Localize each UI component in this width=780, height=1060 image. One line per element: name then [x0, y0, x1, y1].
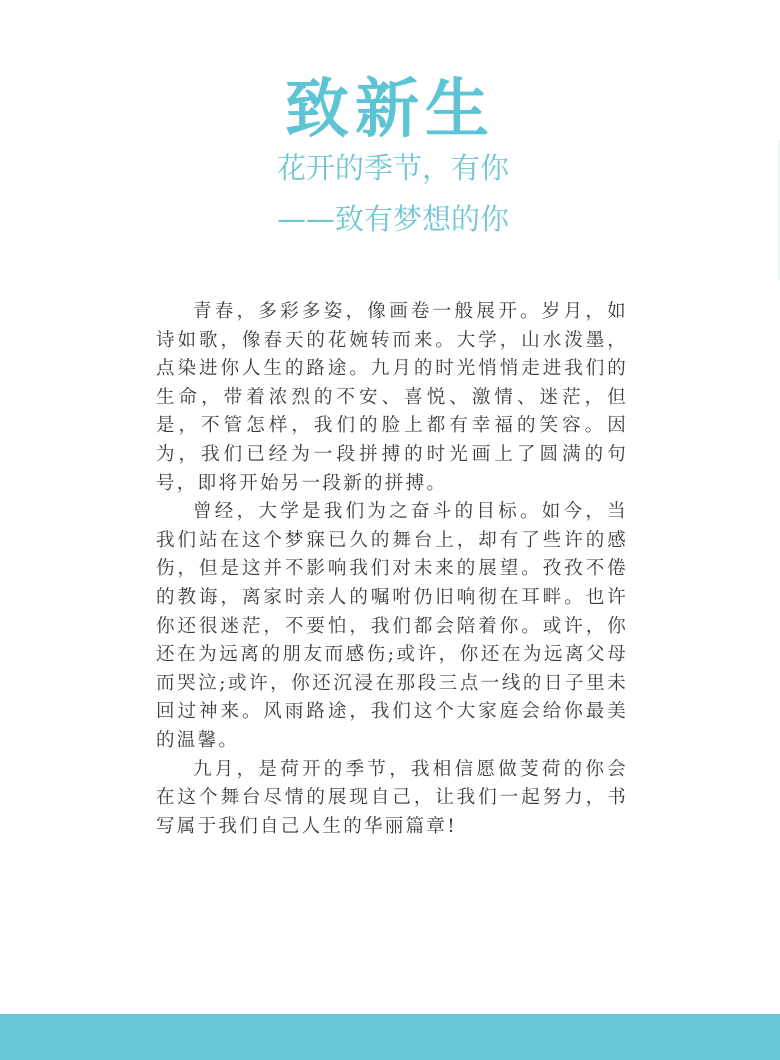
paragraph-3: 九月，是荷开的季节，我相信愿做芰荷的你会在这个舞台尽情的展现自己，让我们一起努力，书写属于我们自己人生的华丽篇章! — [156, 758, 628, 837]
paragraph-2: 曾经，大学是我们为之奋斗的目标。如今，当我们站在这个梦寐已久的舞台上，却有了些许的感伤，但是这并不影响我们对未来的展望。孜孜不倦的教诲，离家时亲人的嘱咐仍旧响彻在耳畔。也许你还很迷茫，不要怕，我们都会陪着你。或许，你还在为远离的朋友而感伤;或许，你还在为远离父母而哭泣;或许，你还沉浸在那段三点一线的日子里未回过神来。风雨路途，我们这个大家庭会给你最美的温馨。 — [156, 501, 628, 751]
paragraph-1: 青春，多彩多姿，像画卷一般展开。岁月，如诗如歌，像春天的花婉转而来。大学，山水泼墨，点染进你人生的路途。九月的时光悄悄走进我们的生命，带着浓烈的不安、喜悦、激情、迷茫，但是，不管怎样，我们的脸上都有幸福的笑容。因为，我们已经为一段拼搏的时光画上了圆满的句号，即将开始另一段新的拼搏。 — [156, 301, 628, 494]
subtitle-line-1: 花开的季节，有你 — [276, 151, 509, 185]
subtitle-line-2: ——致有梦想的你 — [276, 202, 509, 236]
letter-body — [156, 298, 628, 841]
page-title: 致新生 — [285, 73, 495, 147]
footer-bar — [0, 1014, 780, 1060]
